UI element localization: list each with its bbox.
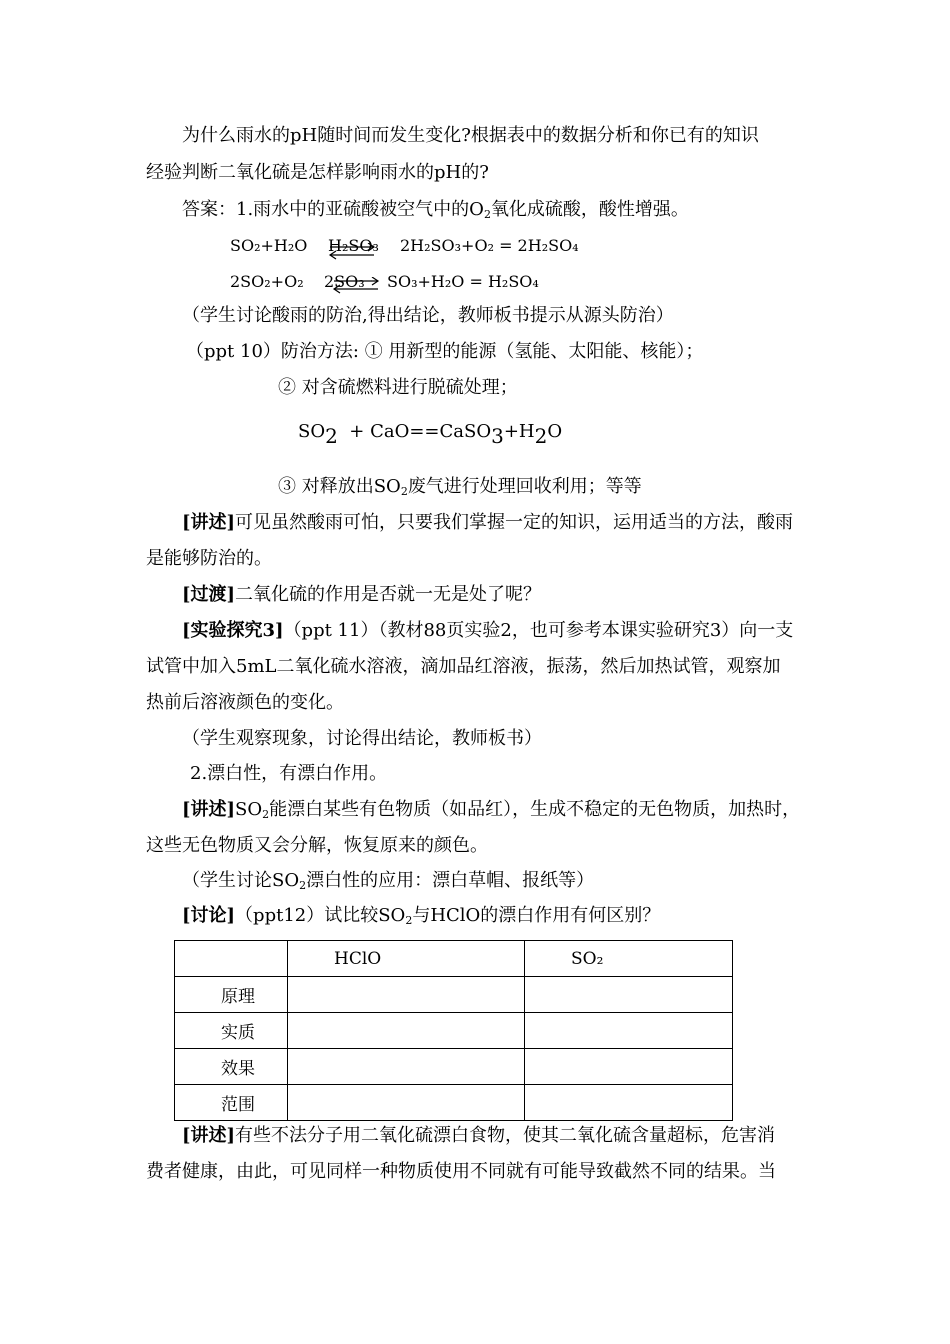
- answer-line: [182, 198, 689, 222]
- table-cell: [288, 977, 525, 1013]
- note-observation: （学生观察现象，讨论得出结论，教师板书）: [182, 728, 542, 749]
- table-cell: [288, 1085, 525, 1121]
- table-row: [175, 1049, 733, 1085]
- eq3-part-d: O: [547, 421, 563, 442]
- discussion-sub: 2: [405, 914, 413, 927]
- table-cell: [288, 1013, 525, 1049]
- table-cell: 实质: [175, 1013, 288, 1049]
- reversible-arrow-icon: [326, 243, 378, 261]
- note-3-post: 漂白性的应用：漂白草帽、报纸等）: [306, 870, 595, 891]
- reversible-arrow-icon-2: [330, 277, 382, 295]
- discussion-pre: （ppt12）试比较SO: [235, 905, 406, 926]
- table-cell: [525, 1013, 733, 1049]
- table-header-cell: SO₂: [525, 941, 733, 977]
- note-3-pre: （学生讨论SO: [182, 870, 300, 891]
- discussion-post: 与HClO的漂白作用有何区别？: [412, 905, 661, 926]
- intro-line-1: 为什么雨水的pH随时间而发生变化?根据表中的数据分析和你已有的知识: [182, 125, 759, 146]
- eq3-sub-c: 2: [534, 424, 548, 448]
- table-cell: 范围: [175, 1085, 288, 1121]
- table-cell: [525, 977, 733, 1013]
- table-cell: 原理: [175, 977, 288, 1013]
- table-row: [175, 1013, 733, 1049]
- lecture-3-line-1: [182, 1124, 775, 1148]
- lecture-1-text-1: 可见虽然酸雨可怕，只要我们掌握一定的知识，运用适当的方法，酸雨: [235, 512, 794, 533]
- answer-prefix: 答案：1.雨水中的亚硫酸被空气中的O: [182, 199, 484, 220]
- table-row: [175, 977, 733, 1013]
- table-header-row: [175, 941, 733, 977]
- eq3-part-b: + CaO==CaSO: [337, 421, 492, 442]
- note-acid-rain: （学生讨论酸雨的防治,得出结论，教师板书提示从源头防治）: [182, 305, 674, 326]
- lecture-1-line-1: [182, 511, 793, 535]
- prevention-line-3: [278, 475, 642, 499]
- note-application: [182, 869, 594, 893]
- point-bleaching: 2.漂白性，有漂白作用。: [190, 763, 388, 784]
- lecture-1-line-2: 是能够防治的。: [146, 548, 272, 569]
- experiment-line-3: 热前后溶液颜色的变化。: [146, 692, 344, 713]
- lecture-3-tag: [讲述]: [182, 1125, 236, 1146]
- table-cell: [525, 1085, 733, 1121]
- prevention-3-sub: 2: [400, 485, 408, 498]
- eq3-part-a: SO: [298, 421, 326, 442]
- eq3-part-c: +H: [503, 421, 535, 442]
- table-cell: [525, 1049, 733, 1085]
- eq1-middle: H₂SO₃: [328, 236, 379, 255]
- answer-suffix: 氧化成硫酸，酸性增强。: [490, 199, 689, 220]
- table-header-cell: [175, 941, 288, 977]
- answer-subscript: 2: [483, 208, 491, 221]
- experiment-line-1: [182, 619, 793, 643]
- lecture-2-tag: [讲述]: [182, 799, 236, 820]
- transition-tag: [过渡]: [182, 584, 236, 605]
- prevention-line-1: （ppt 10）防治方法: ① 用新型的能源（氢能、太阳能、核能）；: [186, 341, 704, 362]
- table-header-cell: HClO: [288, 941, 525, 977]
- eq2-middle: 2SO₃: [324, 272, 365, 291]
- note-3-sub: 2: [299, 879, 307, 892]
- table-row: [175, 1085, 733, 1121]
- eq1-right: 2H₂SO₃+O₂ = 2H₂SO₄: [400, 236, 579, 255]
- eq2-left: 2SO₂+O₂: [230, 272, 304, 291]
- prevention-line-2: ② 对含硫燃料进行脱硫处理；: [278, 377, 518, 398]
- prevention-3-pre: ③ 对释放出SO: [278, 476, 401, 497]
- comparison-table: [174, 940, 733, 1121]
- eq3-sub-a: 2: [325, 424, 338, 448]
- lecture-2-line-1: [182, 798, 800, 822]
- lecture-2-pre: SO: [235, 799, 263, 820]
- table-cell: 效果: [175, 1049, 288, 1085]
- experiment-text-1: （ppt 11）（教材88页实验2，也可参考本课实验研究3）向一支: [283, 620, 794, 641]
- eq1-left: SO₂+H₂O: [230, 236, 308, 255]
- equation-1: [230, 234, 579, 258]
- lecture-3-text-1: 有些不法分子用二氧化硫漂白食物，使其二氧化硫含量超标，危害消: [235, 1125, 776, 1146]
- equation-3: [298, 420, 563, 448]
- transition-text: 二氧化硫的作用是否就一无是处了呢？: [235, 584, 542, 605]
- eq3-sub-b: 3: [491, 424, 504, 448]
- discussion-line: [182, 904, 660, 928]
- lecture-2-line-2: 这些无色物质又会分解，恢复原来的颜色。: [146, 835, 488, 856]
- lecture-2-sub: 2: [262, 808, 270, 821]
- transition-line: [182, 583, 541, 607]
- lecture-3-line-2: 费者健康，由此，可见同样一种物质使用不同就有可能导致截然不同的结果。当: [146, 1161, 776, 1182]
- lecture-2-post: 能漂白某些有色物质（如品红），生成不稳定的无色物质，加热时，: [269, 799, 801, 820]
- experiment-line-2: 试管中加入5mL二氧化硫水溶液，滴加品红溶液，振荡，然后加热试管，观察加: [146, 656, 781, 677]
- prevention-3-post: 废气进行处理回收利用；等等: [407, 476, 642, 497]
- intro-line-2: 经验判断二氧化硫是怎样影响雨水的pH的?: [146, 162, 489, 183]
- experiment-tag: [实验探究3]: [182, 620, 284, 641]
- table-cell: [288, 1049, 525, 1085]
- eq2-right: SO₃+H₂O = H₂SO₄: [387, 272, 539, 291]
- lecture-tag: [讲述]: [182, 512, 236, 533]
- equation-2: [230, 270, 539, 294]
- discussion-tag: [讨论]: [182, 905, 236, 926]
